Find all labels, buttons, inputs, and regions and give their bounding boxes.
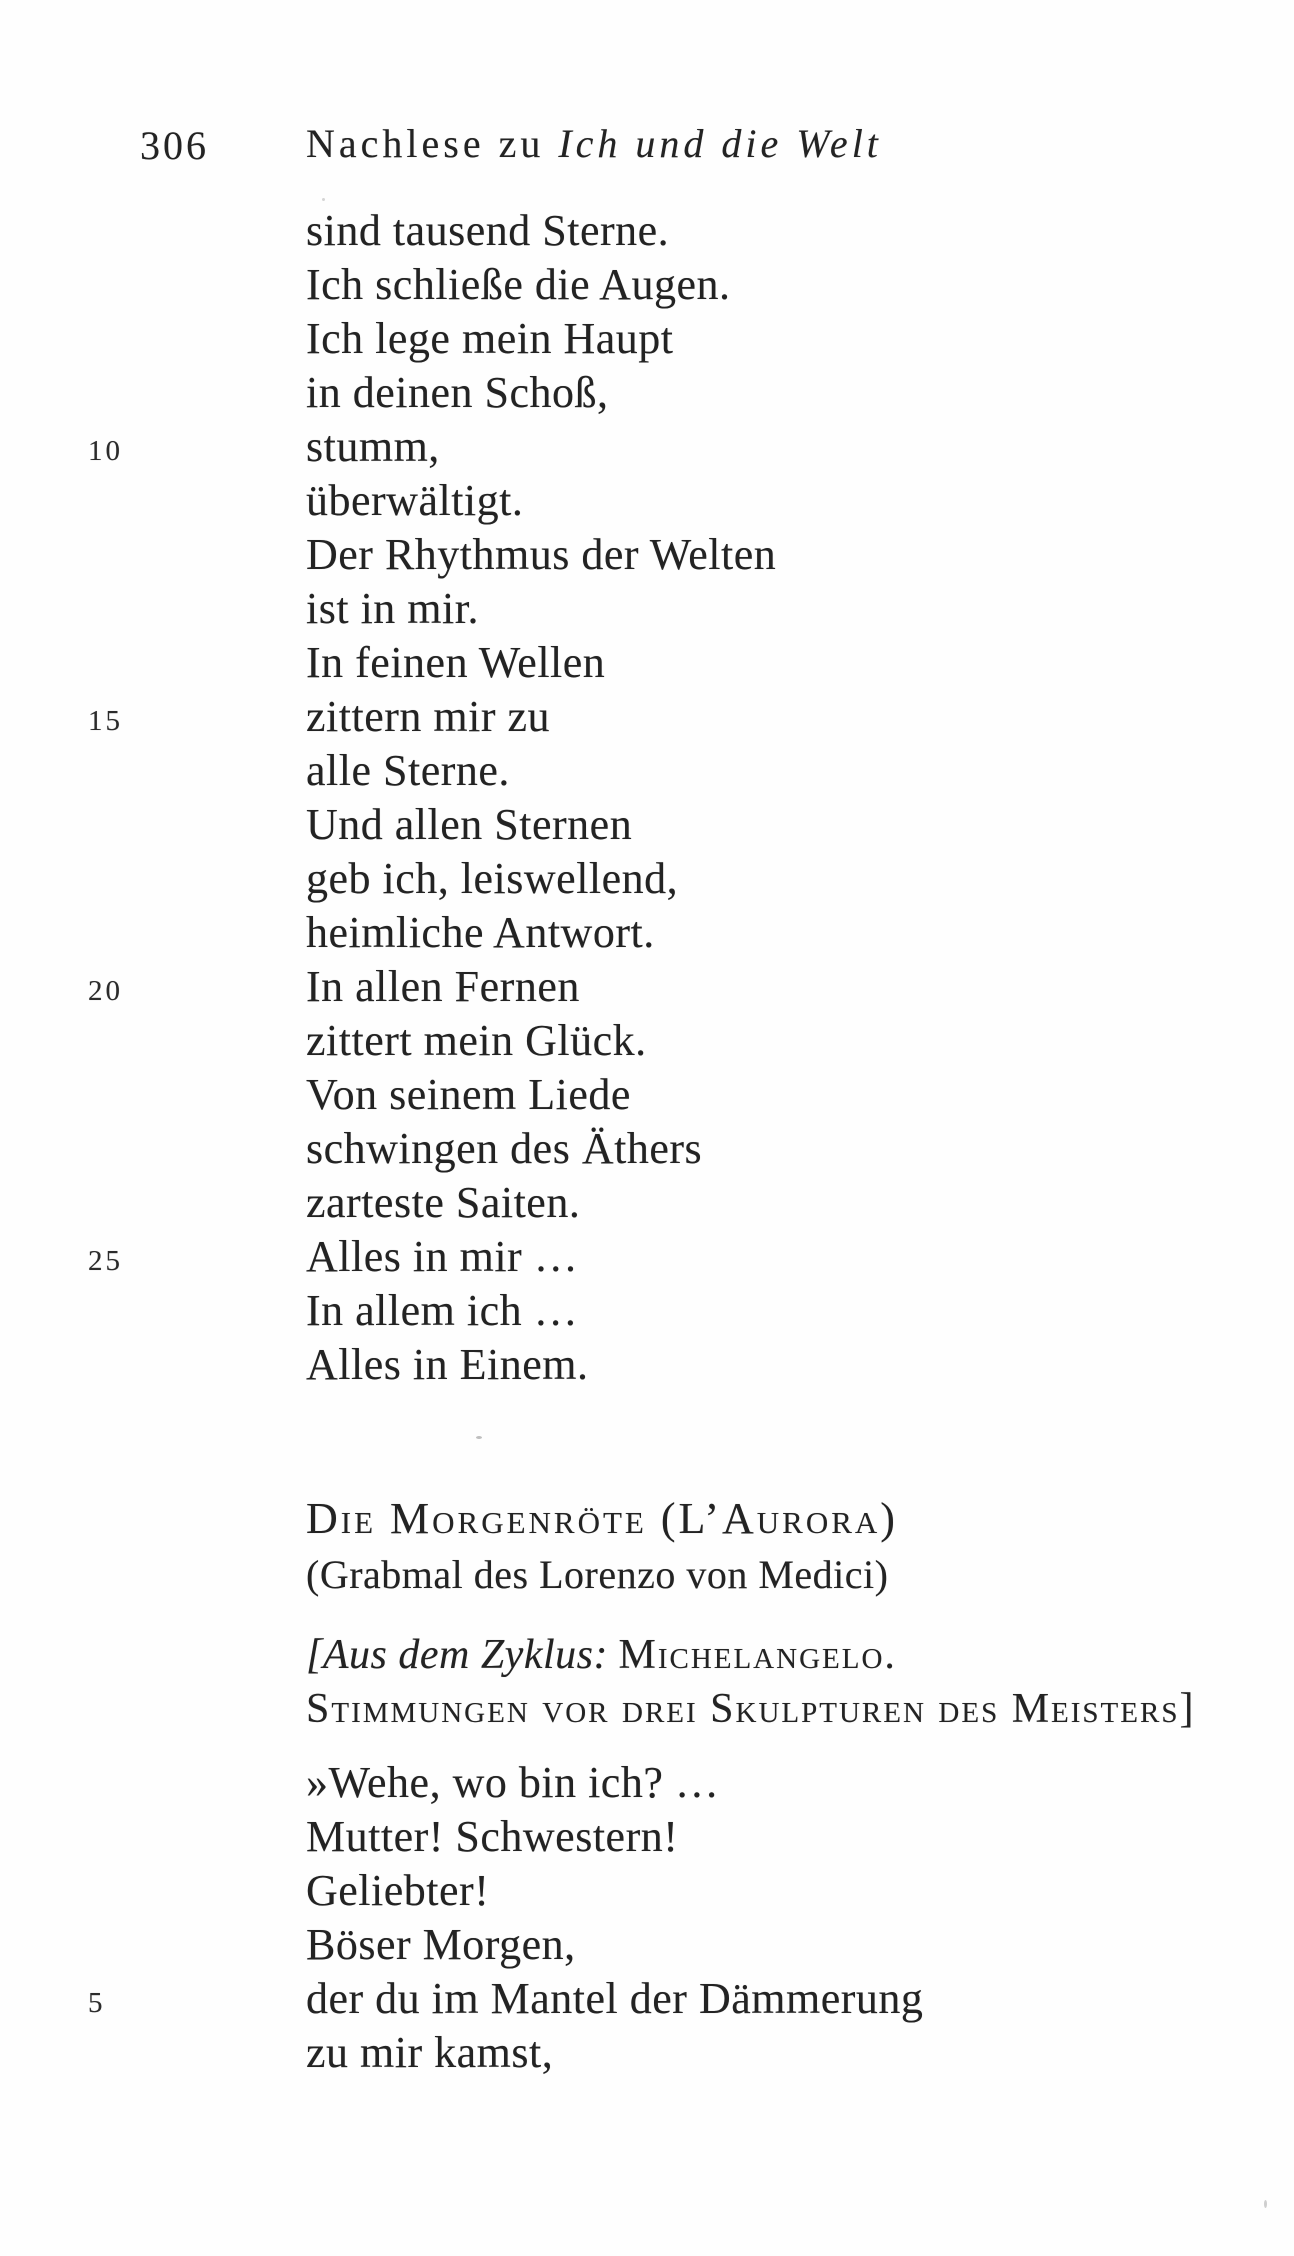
- scan-speck: [322, 198, 325, 201]
- running-head-roman: Nachlese zu: [306, 121, 545, 166]
- poem-line-text: geb ich, leiswellend,: [306, 854, 679, 903]
- poem-line-text: Alles in mir …: [306, 1232, 579, 1281]
- cycle-note-line2: Stimmungen vor drei Skulpturen des Meisters]: [306, 1686, 1196, 1732]
- poem-line: [0, 960, 1294, 1014]
- poem-line-text: Ich lege mein Haupt: [306, 314, 674, 363]
- poem-line: [0, 528, 1294, 582]
- poem-line-text: Und allen Sternen: [306, 800, 633, 849]
- poem-line: [0, 1864, 1294, 1918]
- poem-line: [0, 2026, 1294, 2080]
- poem-line-text: Ich schließe die Augen.: [306, 260, 731, 309]
- poem-line: [0, 312, 1294, 366]
- poem-line: [0, 1972, 1294, 2026]
- line-number: 5: [88, 1987, 106, 2019]
- poem-subtitle: (Grabmal des Lorenzo von Medici): [306, 1552, 889, 1597]
- spacer: [608, 1632, 619, 1678]
- poem-line: [0, 1756, 1294, 1810]
- poem-line: [0, 1176, 1294, 1230]
- poem-line-text: Alles in Einem.: [306, 1340, 589, 1389]
- poem-line: [0, 1122, 1294, 1176]
- poem-line: [0, 1014, 1294, 1068]
- poem-line-text: alle Sterne.: [306, 746, 510, 795]
- poem-line: [0, 1284, 1294, 1338]
- poem-line: [0, 1338, 1294, 1392]
- poem-line-text: Von seinem Liede: [306, 1070, 631, 1119]
- poem-line: [0, 906, 1294, 960]
- poem-line: [0, 798, 1294, 852]
- line-number: 20: [88, 975, 123, 1007]
- poem-line-text: zittern mir zu: [306, 692, 551, 741]
- poem-aurora-body: [0, 1756, 1294, 2080]
- poem-line-text: stumm,: [306, 422, 440, 471]
- scan-speck: [476, 1436, 482, 1439]
- poem-line-text: Der Rhythmus der Welten: [306, 530, 777, 579]
- poem-line-text: ist in mir.: [306, 584, 479, 633]
- poem-line-text: sind tausend Sterne.: [306, 206, 670, 255]
- poem-line: [0, 744, 1294, 798]
- poem-line: [0, 1918, 1294, 1972]
- cycle-note-smallcaps: Michelangelo.: [618, 1632, 897, 1678]
- poem-line: [0, 690, 1294, 744]
- poem-line-text: Böser Morgen,: [306, 1920, 576, 1969]
- poem-line-text: der du im Mantel der Dämmerung: [306, 1974, 924, 2023]
- poem-title: Die Morgenröte (L’Aurora): [306, 1494, 898, 1543]
- poem-line: [0, 366, 1294, 420]
- poem-line-text: in deinen Schoß,: [306, 368, 609, 417]
- poem-line-text: zarteste Saiten.: [306, 1178, 581, 1227]
- poem-line: [0, 582, 1294, 636]
- poem-line: [0, 1810, 1294, 1864]
- poem-line-text: zu mir kamst,: [306, 2028, 554, 2077]
- running-head: [306, 120, 882, 167]
- running-head-row: [0, 118, 1294, 170]
- poem-line: [0, 204, 1294, 258]
- poem-line-text: In feinen Wellen: [306, 638, 606, 687]
- poem-line: [0, 1068, 1294, 1122]
- poem-line-text: Mutter! Schwestern!: [306, 1812, 679, 1861]
- poem-line: [0, 474, 1294, 528]
- poem-continuation: [0, 204, 1294, 1392]
- poem-line-text: schwingen des Äthers: [306, 1124, 703, 1173]
- page-number: 306: [140, 123, 209, 168]
- line-number: 10: [88, 435, 123, 467]
- poem-line-text: Geliebter!: [306, 1866, 490, 1915]
- scan-speck: [1264, 2200, 1267, 2208]
- poem-line: [0, 852, 1294, 906]
- cycle-note-italic: [Aus dem Zyklus:: [306, 1632, 608, 1678]
- line-number: 15: [88, 705, 123, 737]
- cycle-note-line1: [306, 1628, 897, 1682]
- line-number: 25: [88, 1245, 123, 1277]
- poem-line-text: In allen Fernen: [306, 962, 580, 1011]
- poem-line-text: »Wehe, wo bin ich? …: [306, 1758, 720, 1807]
- poem-line: [0, 1230, 1294, 1284]
- poem-line-text: heimliche Antwort.: [306, 908, 655, 957]
- poem-line-text: zittert mein Glück.: [306, 1016, 647, 1065]
- poem-line-text: In allem ich …: [306, 1286, 579, 1335]
- poem-line: [0, 420, 1294, 474]
- poem-line: [0, 258, 1294, 312]
- spacer: [544, 121, 558, 166]
- running-head-title-italic: Ich und die Welt: [558, 121, 882, 166]
- poem-line-text: überwältigt.: [306, 476, 524, 525]
- poem-line: [0, 636, 1294, 690]
